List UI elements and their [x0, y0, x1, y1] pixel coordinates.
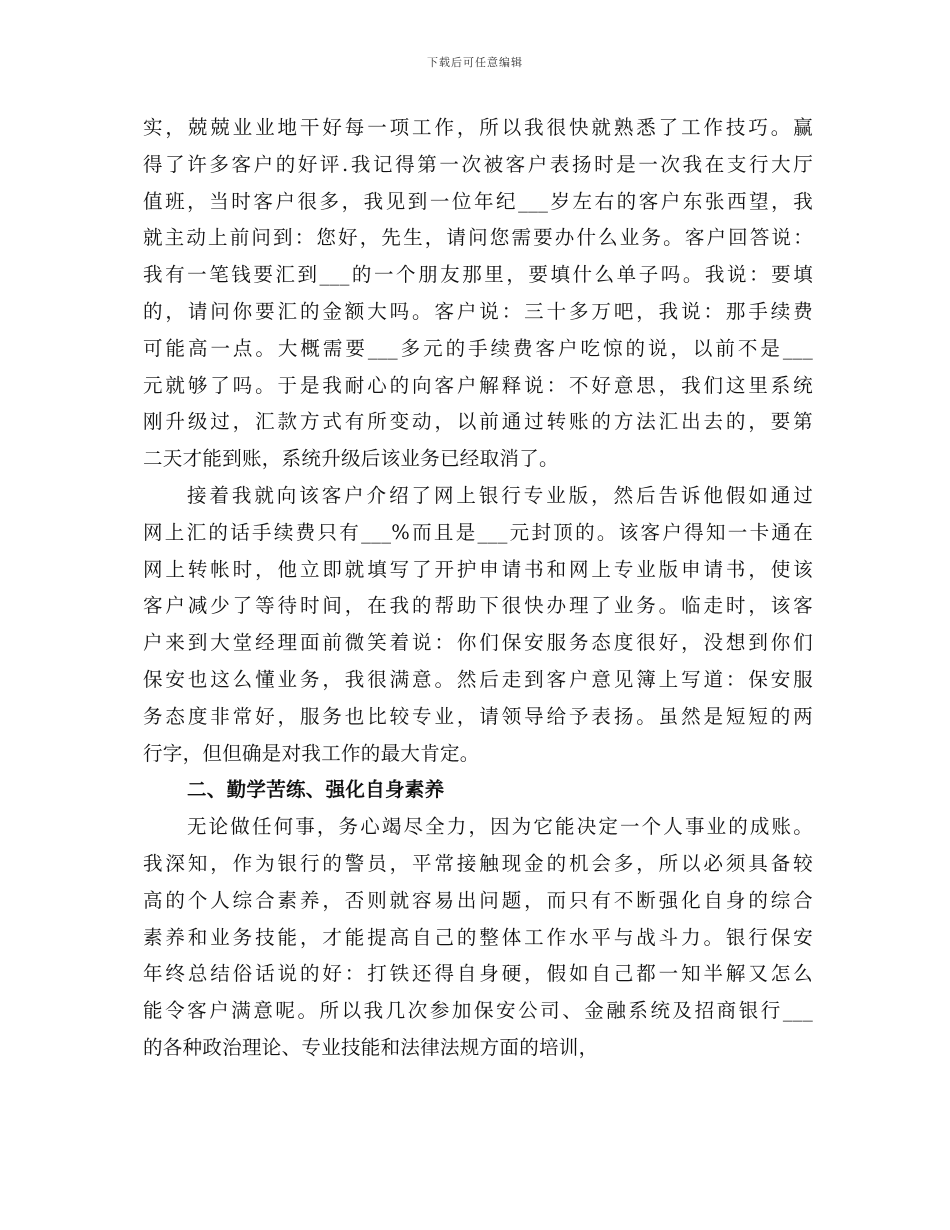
paragraph-line: 二天才能到账，系统升级后该业务已经取消了。 — [143, 447, 559, 471]
paragraph-line: 刚升级过，汇款方式有所变动，以前通过转账的方法汇出去的，要第 — [143, 410, 813, 434]
paragraph-line: 值班，当时客户很多，我见到一位年纪___岁左右的客户东张西望，我 — [143, 189, 813, 213]
paragraph-line: 我深知，作为银行的警员，平常接触现金的机会多，所以必须具备较 — [143, 851, 813, 875]
paragraph-line: 元就够了吗。于是我耐心的向客户解释说：不好意思，我们这里系统 — [143, 373, 813, 397]
paragraph-line: 网上汇的话手续费只有___%而且是___元封顶的。该客户得知一卡通在 — [143, 520, 813, 544]
paragraph-line: 年终总结俗话说的好：打铁还得自身硬，假如自己都一知半解又怎么 — [143, 962, 813, 986]
paragraph-line: 的，请问你要汇的金额大吗。客户说：三十多万吧，我说：那手续费 — [143, 299, 813, 323]
paragraph-line: 客户减少了等待时间，在我的帮助下很快办理了业务。临走时，该客 — [143, 594, 813, 618]
paragraph-line: 实，兢兢业业地干好每一项工作，所以我很快就熟悉了工作技巧。赢 — [143, 116, 813, 139]
paragraph-line: 得了许多客户的好评.我记得第一次被客户表扬时是一次我在支行大厅 — [143, 152, 813, 176]
paragraph-line: 我有一笔钱要汇到___的一个朋友那里，要填什么单子吗。我说：要填 — [143, 263, 813, 287]
paragraph-line: 接着我就向该客户介绍了网上银行专业版，然后告诉他假如通过 — [187, 483, 813, 507]
paragraph-line: 就主动上前问到：您好，先生，请问您需要办什么业务。客户回答说： — [143, 226, 813, 250]
paragraph-line: 可能高一点。大概需要___多元的手续费客户吃惊的说，以前不是___ — [143, 336, 813, 360]
paragraph-line: 行字，但但确是对我工作的最大肯定。 — [143, 741, 480, 765]
paragraph-line: 高的个人综合素养，否则就容易出问题，而只有不断强化自身的综合 — [143, 888, 813, 912]
paragraph-line: 保安也这么懂业务，我很满意。然后走到客户意见簿上写道：保安服 — [143, 667, 813, 691]
paragraph-line: 的各种政治理论、专业技能和法律法规方面的培训， — [143, 1035, 599, 1059]
document-body — [143, 110, 813, 1067]
paragraph-line: 网上转帐时，他立即就填写了开护申请书和网上专业版申请书，使该 — [143, 557, 813, 581]
section-heading: 二、勤学苦练、强化自身素养 — [187, 778, 445, 802]
paragraph-line: 户来到大堂经理面前微笑着说：你们保安服务态度很好，没想到你们 — [143, 631, 813, 655]
paragraph-line: 务态度非常好，服务也比较专业，请领导给予表扬。虽然是短短的两 — [143, 704, 813, 728]
page-header: 下载后可任意编辑 — [427, 56, 523, 69]
paragraph-line: 无论做任何事，务心竭尽全力，因为它能决定一个人事业的成账。 — [187, 815, 813, 839]
paragraph-line: 能令客户满意呢。所以我几次参加保安公司、金融系统及招商银行___ — [143, 999, 813, 1023]
paragraph-line: 素养和业务技能，才能提高自己的整体工作水平与战斗力。银行保安 — [143, 925, 813, 949]
